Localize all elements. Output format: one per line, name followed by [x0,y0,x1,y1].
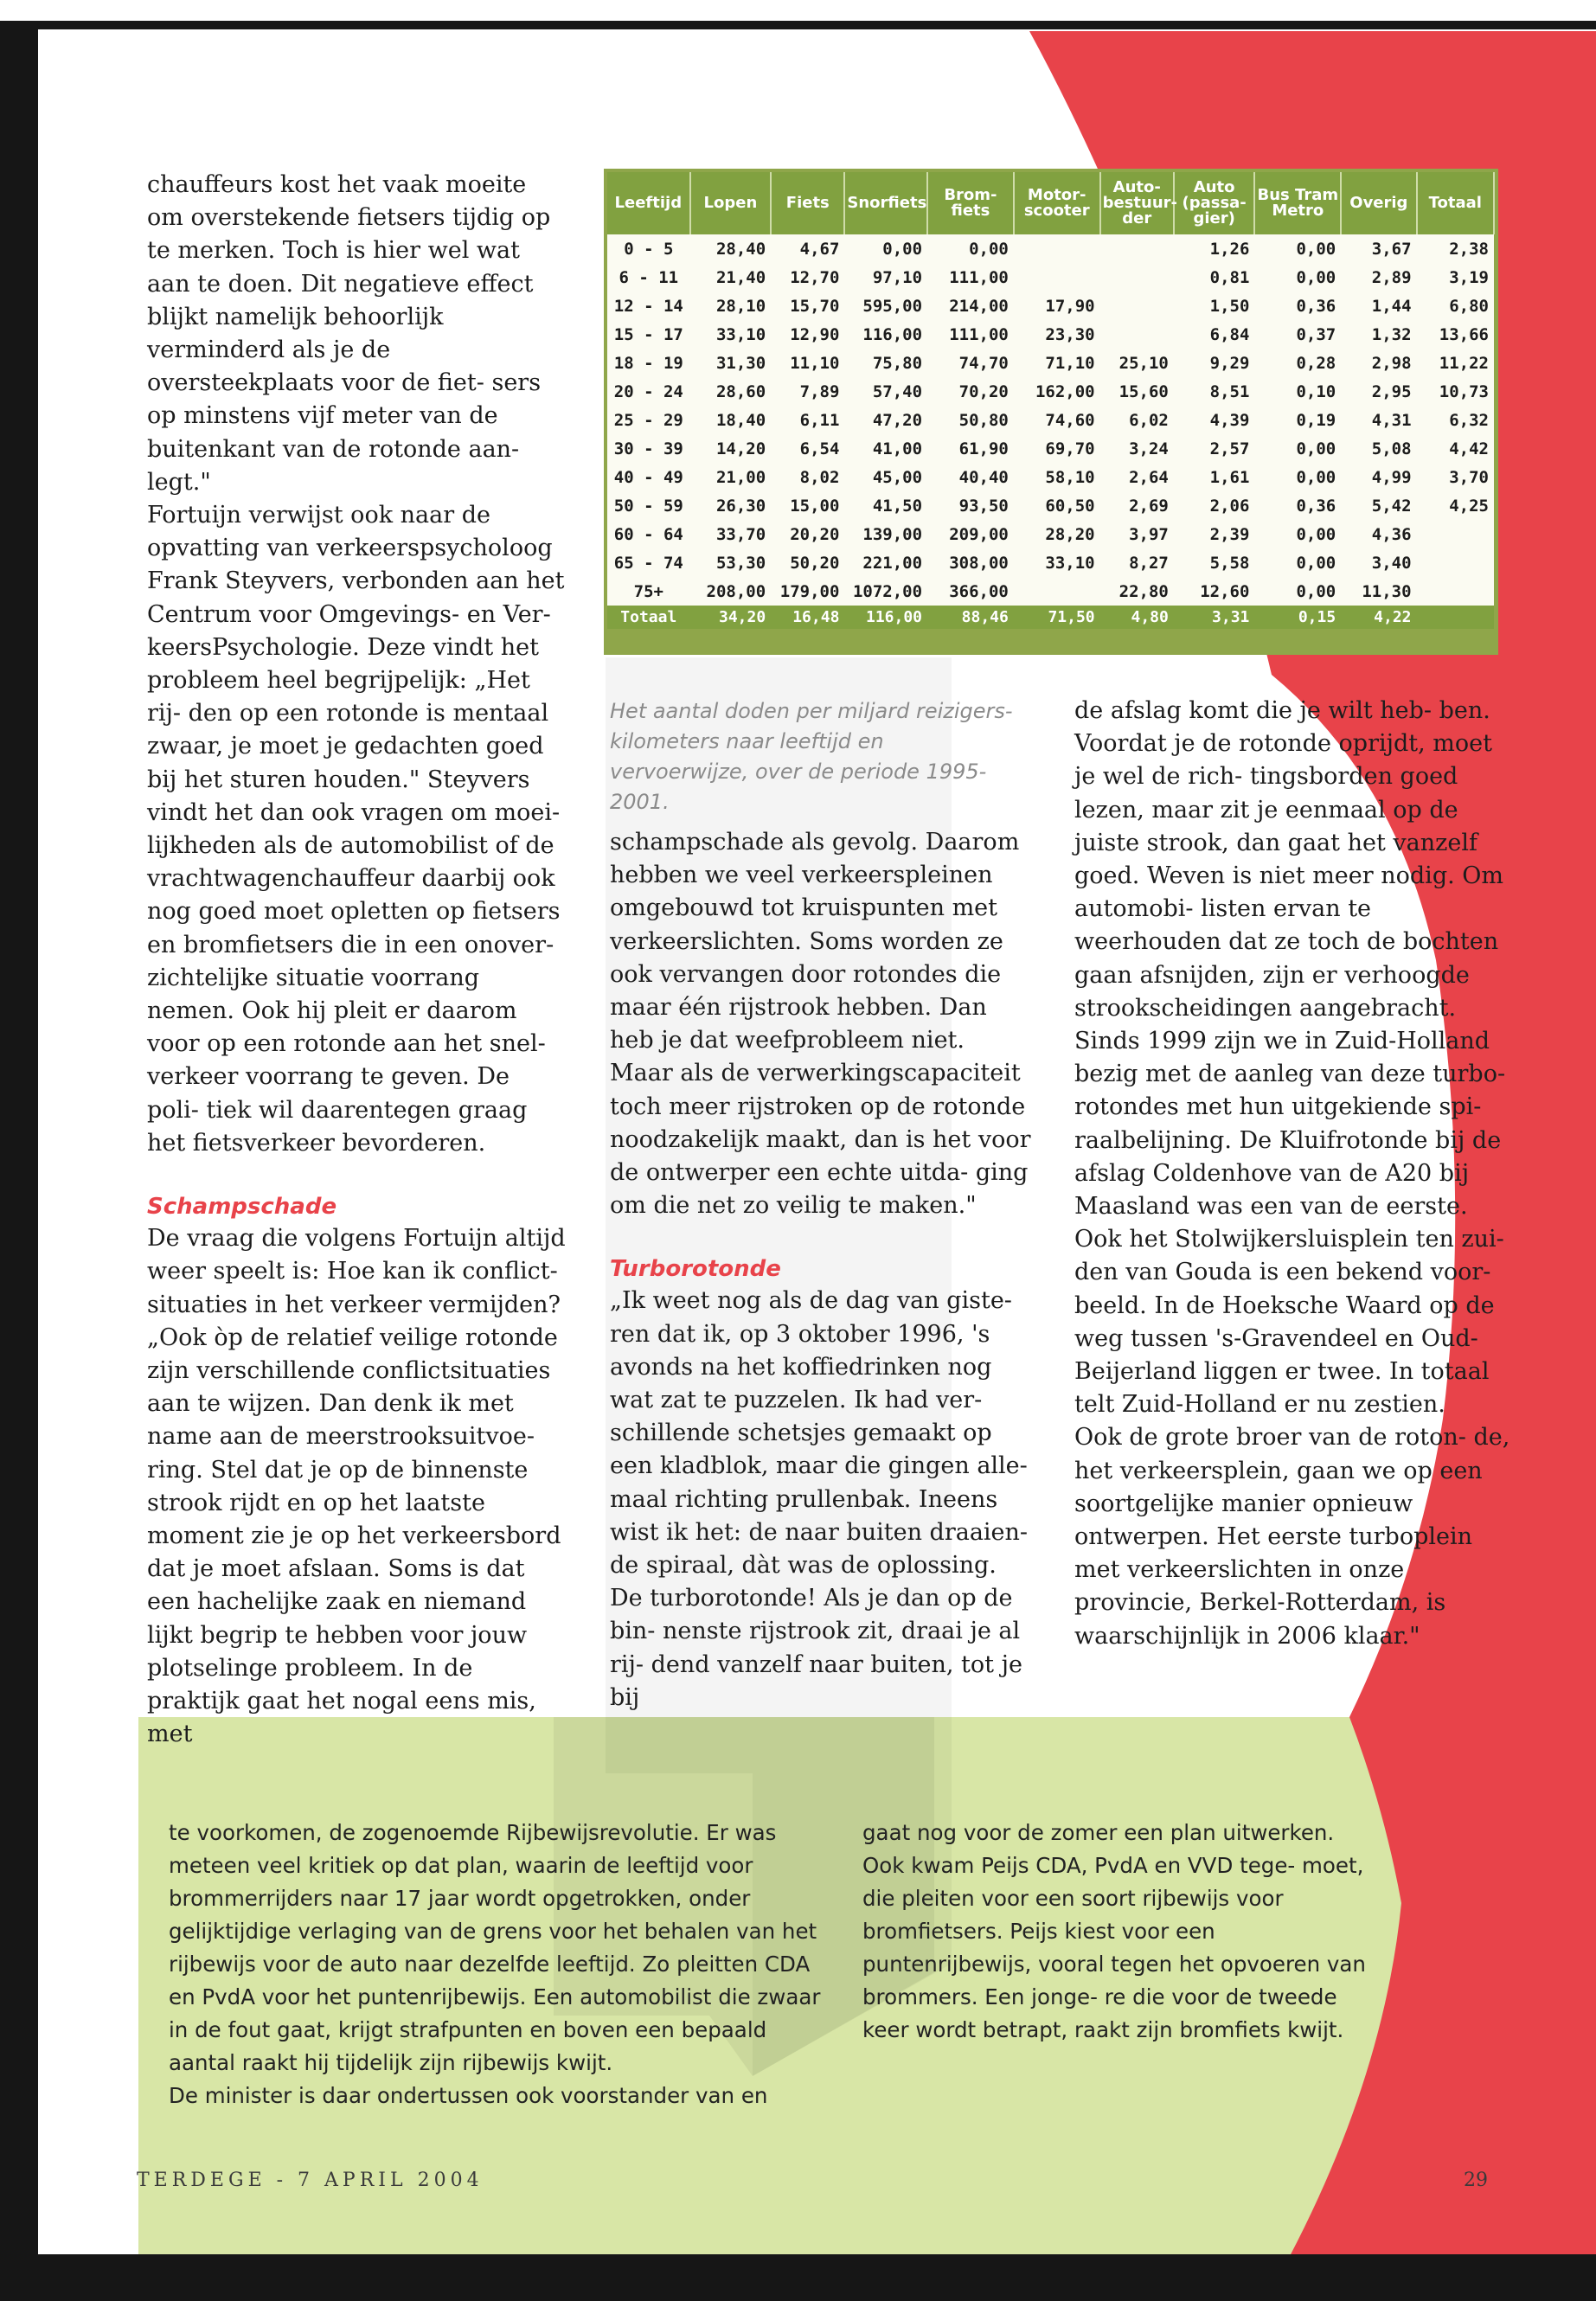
value-cell: 0,00 [1254,548,1341,577]
value-cell [1014,577,1100,606]
total-value-cell [1417,606,1494,629]
value-cell: 6,80 [1417,292,1494,320]
paragraph: „Ik weet nog als de dag van giste- ren dat ik, op 3 oktober 1996, 's avonds na het koffiedrinken nog wat zat te puzzelen. Ik had ver- schillende schetsjes gemaakt op een kladblok, maar die gingen alle- maal richting prullenbak. Ineens wist ik het: de naar buiten draaien- de spiraal, dàt was de oplossing. De turborotonde! Als je dan op de bin- nenste rijstrook zit, draai je al rij- dend vanzelf naar buiten, tot je bij [610,1287,1029,1711]
value-cell: 10,73 [1417,377,1494,406]
table-row [607,491,1494,520]
value-cell: 28,10 [690,292,772,320]
value-cell: 15,70 [771,292,844,320]
value-cell: 208,00 [690,577,772,606]
paragraph: De vraag die volgens Fortuijn altijd weer speelt is: Hoe kan ik conflict- situaties in het verkeer vermijden? „Ook òp de relatief veilige rotonde zijn verschillende conflictsituaties aan te wijzen. Dan denk ik met name aan de meerstrooksuitvoe- ring. Stel dat je op de binnenste strook rijdt en op het laatste moment zie je op het verkeersbord dat je moet afslaan. Soms is dat een hachelijke zaak en niemand lijkt begrip te hebben voor jouw plotselinge probleem. In de praktijk gaat het nogal eens mis, met [147,1225,566,1748]
value-cell: 12,70 [771,263,844,292]
top-border [0,21,1596,29]
total-value-cell: 4,80 [1100,606,1174,629]
value-cell: 6,54 [771,434,844,463]
total-value-cell: 71,50 [1014,606,1100,629]
value-cell [1014,234,1100,263]
paragraph: de afslag komt die je wilt heb- ben. Voordat je de rotonde oprijdt, moet je wel de rich- tingsborden goed lezen, maar zit je eenmaal op de juiste strook, dan gaat het vanzelf goed. Weven is niet meer nodig. Om automobi- listen ervan te weerhouden dat ze toch de bochten gaan afsnijden, zijn er verhoogde strookscheidingen aangebracht. [1074,697,1504,1022]
value-cell: 1,44 [1341,292,1416,320]
value-cell: 0,00 [1254,520,1341,548]
value-cell: 50,20 [771,548,844,577]
value-cell: 74,60 [1014,406,1100,434]
text-column-3 [1074,695,1511,1653]
header-lopen: Lopen [690,172,772,234]
header-fiets: Fiets [771,172,844,234]
green-panel-right-text: gaat nog voor de zomer een plan uitwerken. Ook kwam Peijs CDA, PvdA en VVD tege- moet, die pleiten voor een soort rijbewijs voor bromfietsers. Peijs kiest voor een puntenrijbewijs, vooral tegen het opvoeren van brommers. Een jonge- re die voor de tweede keer wordt betrapt, raakt zijn bromfiets kwijt. [862,1820,1366,2042]
value-cell: 2,64 [1100,463,1174,491]
table-row [607,577,1494,606]
value-cell: 0,00 [1254,577,1341,606]
value-cell: 58,10 [1014,463,1100,491]
value-cell: 7,89 [771,377,844,406]
table-caption: Het aantal doden per miljard reizigers- kilometers naar leeftijd en vervoerwijze, over de periode 1995-2001. [610,699,1013,814]
value-cell: 1,32 [1341,320,1416,349]
value-cell: 18,40 [690,406,772,434]
value-cell: 17,90 [1014,292,1100,320]
value-cell [1100,263,1174,292]
value-cell: 8,02 [771,463,844,491]
value-cell: 4,42 [1417,434,1494,463]
value-cell: 21,40 [690,263,772,292]
value-cell: 1,50 [1174,292,1255,320]
page-number: 29 [1464,2170,1488,2191]
value-cell: 162,00 [1014,377,1100,406]
table-row [607,548,1494,577]
value-cell: 33,10 [1014,548,1100,577]
table-row [607,263,1494,292]
table-row [607,234,1494,263]
section-heading-turborotonde: Turborotonde [610,1256,781,1283]
value-cell: 111,00 [927,320,1014,349]
value-cell: 3,40 [1341,548,1416,577]
value-cell: 31,30 [690,349,772,377]
age-cell: 65 - 74 [607,548,690,577]
age-cell: 15 - 17 [607,320,690,349]
value-cell: 70,20 [927,377,1014,406]
value-cell: 4,31 [1341,406,1416,434]
total-value-cell: 88,46 [927,606,1014,629]
total-value-cell: 3,31 [1174,606,1255,629]
table-row [607,463,1494,491]
value-cell: 2,89 [1341,263,1416,292]
value-cell: 6,84 [1174,320,1255,349]
value-cell: 0,37 [1254,320,1341,349]
paragraph: Fortuijn verwijst ook naar de opvatting van verkeerspsycholoog Frank Steyvers, verbonden aan het Centrum voor Omgevings- en Ver- keersPsychologie. Deze vindt het probleem heel begrijpelijk: „Het rij- den op een rotonde is mentaal zwaar, je moet je gedachten goed bij het sturen houden." Steyvers vindt het dan ook vragen om moei- lijkheden als de automobilist of de vrachtwagenchauffeur daarbij ook nog goed moet opletten op fietsers en bromfietsers die in een onover- zichtelijke situatie voorrang nemen. Ook hij pleit er daarom voor op een rotonde aan het snel- verkeer voorrang te geven. De poli- tiek wil daarentegen graag het fietsverkeer bevorderen. [147,502,565,1157]
value-cell: 4,39 [1174,406,1255,434]
value-cell: 0,00 [844,234,927,263]
table-row [607,349,1494,377]
value-cell: 12,60 [1174,577,1255,606]
value-cell: 6,32 [1417,406,1494,434]
value-cell: 1,61 [1174,463,1255,491]
footer-publication: TERDEGE - 7 APRIL 2004 [137,2170,484,2191]
value-cell: 20,20 [771,520,844,548]
age-cell: 12 - 14 [607,292,690,320]
value-cell [1100,234,1174,263]
table-total-row [607,606,1494,629]
value-cell [1100,320,1174,349]
header-bromfiets: Brom- fiets [927,172,1014,234]
age-cell: 40 - 49 [607,463,690,491]
age-cell: 18 - 19 [607,349,690,377]
value-cell: 3,97 [1100,520,1174,548]
paragraph: De minister is daar ondertussen ook voorstander van en [169,2083,768,2108]
value-cell: 33,10 [690,320,772,349]
table-header-row [607,172,1494,234]
value-cell: 0,00 [1254,434,1341,463]
statistics-table [604,169,1498,655]
value-cell: 33,70 [690,520,772,548]
value-cell: 13,66 [1417,320,1494,349]
value-cell: 28,40 [690,234,772,263]
value-cell: 28,20 [1014,520,1100,548]
value-cell: 25,10 [1100,349,1174,377]
value-cell: 0,81 [1174,263,1255,292]
total-value-cell: 34,20 [690,606,772,629]
value-cell: 3,24 [1100,434,1174,463]
value-cell: 61,90 [927,434,1014,463]
text-column-2 [610,826,1034,1715]
age-cell: 0 - 5 [607,234,690,263]
value-cell: 12,90 [771,320,844,349]
total-label-cell: Totaal [607,606,690,629]
paragraph: Ook de grote broer van de roton- de, het verkeersplein, gaan we op een soortgelijke manier opnieuw ontwerpen. Het eerste turboplein met verkeerslichten in onze provincie, Berkel-Rotterdam, is waarschijnlijk in 2006 klaar." [1074,1424,1510,1650]
value-cell: 5,08 [1341,434,1416,463]
value-cell: 45,00 [844,463,927,491]
table-row [607,320,1494,349]
value-cell: 0,00 [927,234,1014,263]
total-value-cell: 16,48 [771,606,844,629]
value-cell: 74,70 [927,349,1014,377]
value-cell: 41,00 [844,434,927,463]
value-cell: 111,00 [927,263,1014,292]
value-cell: 4,67 [771,234,844,263]
value-cell: 4,36 [1341,520,1416,548]
value-cell: 0,00 [1254,234,1341,263]
table-row [607,292,1494,320]
value-cell: 60,50 [1014,491,1100,520]
green-panel-left-text [169,1817,826,2112]
section-heading-schampschade: Schampschade [147,1194,337,1221]
value-cell: 11,22 [1417,349,1494,377]
value-cell: 221,00 [844,548,927,577]
value-cell [1100,292,1174,320]
value-cell: 22,80 [1100,577,1174,606]
value-cell: 8,51 [1174,377,1255,406]
age-cell: 6 - 11 [607,263,690,292]
value-cell: 47,20 [844,406,927,434]
value-cell: 179,00 [771,577,844,606]
value-cell: 2,95 [1341,377,1416,406]
value-cell: 214,00 [927,292,1014,320]
value-cell: 139,00 [844,520,927,548]
header-totaal: Totaal [1417,172,1494,234]
age-cell: 75+ [607,577,690,606]
paragraph: Sinds 1999 zijn we in Zuid-Holland bezig met de aanleg van deze turbo- rotondes met hun uitgekiende spi- raalbelijning. De Kluifrotonde bij de afslag Coldenhove van de A20 bij Maasland was een van de eerste. Ook het Stolwijkersluisplein ten zui- den van Gouda is een bekend voor- beeld. In de Hoeksche Waard op de weg tussen 's-Gravendeel en Oud- Beijerland liggen er twee. In totaal telt Zuid-Holland er nu zestien. [1074,1028,1506,1419]
value-cell: 4,25 [1417,491,1494,520]
age-cell: 30 - 39 [607,434,690,463]
value-cell: 93,50 [927,491,1014,520]
value-cell: 1,26 [1174,234,1255,263]
paragraph: chauffeurs kost het vaak moeite om overstekende fietsers tijdig op te merken. Toch is hier wel wat aan te doen. Dit negatieve effect blijkt namelijk behoorlijk verminderd als je de oversteekplaats voor de fiet- sers op minstens vijf meter van de buitenkant van de rotonde aan- legt." [147,171,551,496]
age-cell: 20 - 24 [607,377,690,406]
value-cell: 0,00 [1254,463,1341,491]
header-snorfiets: Snorfiets [844,172,927,234]
value-cell [1417,520,1494,548]
bottom-border [0,2254,1596,2301]
value-cell: 75,80 [844,349,927,377]
value-cell: 50,80 [927,406,1014,434]
value-cell: 2,38 [1417,234,1494,263]
value-cell: 28,60 [690,377,772,406]
value-cell: 11,30 [1341,577,1416,606]
table-row [607,520,1494,548]
value-cell [1014,263,1100,292]
value-cell: 15,60 [1100,377,1174,406]
value-cell [1417,577,1494,606]
header-autobestuurder: Auto- bestuur- der [1100,172,1174,234]
value-cell: 14,20 [690,434,772,463]
value-cell: 26,30 [690,491,772,520]
value-cell: 41,50 [844,491,927,520]
value-cell: 116,00 [844,320,927,349]
value-cell: 0,00 [1254,263,1341,292]
value-cell: 0,28 [1254,349,1341,377]
text-column-1 [147,169,567,1751]
header-leeftijd: Leeftijd [607,172,690,234]
value-cell: 1072,00 [844,577,927,606]
value-cell: 11,10 [771,349,844,377]
value-cell: 2,39 [1174,520,1255,548]
age-cell: 25 - 29 [607,406,690,434]
total-value-cell: 0,15 [1254,606,1341,629]
table-row [607,434,1494,463]
age-cell: 60 - 64 [607,520,690,548]
value-cell: 0,10 [1254,377,1341,406]
value-cell: 2,06 [1174,491,1255,520]
value-cell: 2,69 [1100,491,1174,520]
header-autopassagier: Auto (passa- gier) [1174,172,1255,234]
header-motorscooter: Motor- scooter [1014,172,1100,234]
value-cell: 209,00 [927,520,1014,548]
value-cell: 0,36 [1254,491,1341,520]
total-value-cell: 4,22 [1341,606,1416,629]
value-cell: 0,19 [1254,406,1341,434]
header-overig: Overig [1341,172,1416,234]
value-cell: 2,98 [1341,349,1416,377]
value-cell: 0,36 [1254,292,1341,320]
value-cell: 97,10 [844,263,927,292]
value-cell: 40,40 [927,463,1014,491]
value-cell: 15,00 [771,491,844,520]
value-cell: 308,00 [927,548,1014,577]
value-cell: 57,40 [844,377,927,406]
value-cell: 3,19 [1417,263,1494,292]
value-cell: 3,67 [1341,234,1416,263]
value-cell: 21,00 [690,463,772,491]
value-cell: 2,57 [1174,434,1255,463]
value-cell: 6,11 [771,406,844,434]
age-cell: 50 - 59 [607,491,690,520]
value-cell: 595,00 [844,292,927,320]
table-row [607,377,1494,406]
value-cell: 71,10 [1014,349,1100,377]
table-row [607,406,1494,434]
value-cell: 3,70 [1417,463,1494,491]
value-cell: 23,30 [1014,320,1100,349]
paragraph: schampschade als gevolg. Daarom hebben we veel verkeerspleinen omgebouwd tot kruispunten met verkeerslichten. Soms worden ze ook vervangen door rotondes die maar één rijstrook hebben. Dan heb je dat weefprobleem niet. Maar als de verwerkingscapaciteit toch meer rijstroken op de rotonde noodzakelijk maakt, dan is het voor de ontwerper een echte uitda- ging om die net zo veilig te maken." [610,829,1031,1220]
value-cell: 366,00 [927,577,1014,606]
value-cell: 69,70 [1014,434,1100,463]
value-cell: 4,99 [1341,463,1416,491]
value-cell: 53,30 [690,548,772,577]
value-cell [1417,548,1494,577]
left-border [0,21,38,2279]
header-bus-tram-metro: Bus Tram Metro [1254,172,1341,234]
value-cell: 5,58 [1174,548,1255,577]
paragraph: te voorkomen, de zogenoemde Rijbewijsrevolutie. Er was meteen veel kritiek op dat plan, waarin de leeftijd voor brommerrijders naar 17 jaar wordt opgetrokken, onder gelijktijdige verlaging van de grens voor het behalen van het rijbewijs voor de auto naar dezelfde leeftijd. Zo pleitten CDA en PvdA voor het puntenrijbewijs. Een automobilist die zwaar in de fout gaat, krijgt strafpunten en boven een bepaald aantal raakt hij tijdelijk zijn rijbewijs kwijt. [169,1820,821,2075]
value-cell: 9,29 [1174,349,1255,377]
total-value-cell: 116,00 [844,606,927,629]
value-cell: 5,42 [1341,491,1416,520]
value-cell: 6,02 [1100,406,1174,434]
value-cell: 8,27 [1100,548,1174,577]
table-body [607,234,1494,629]
